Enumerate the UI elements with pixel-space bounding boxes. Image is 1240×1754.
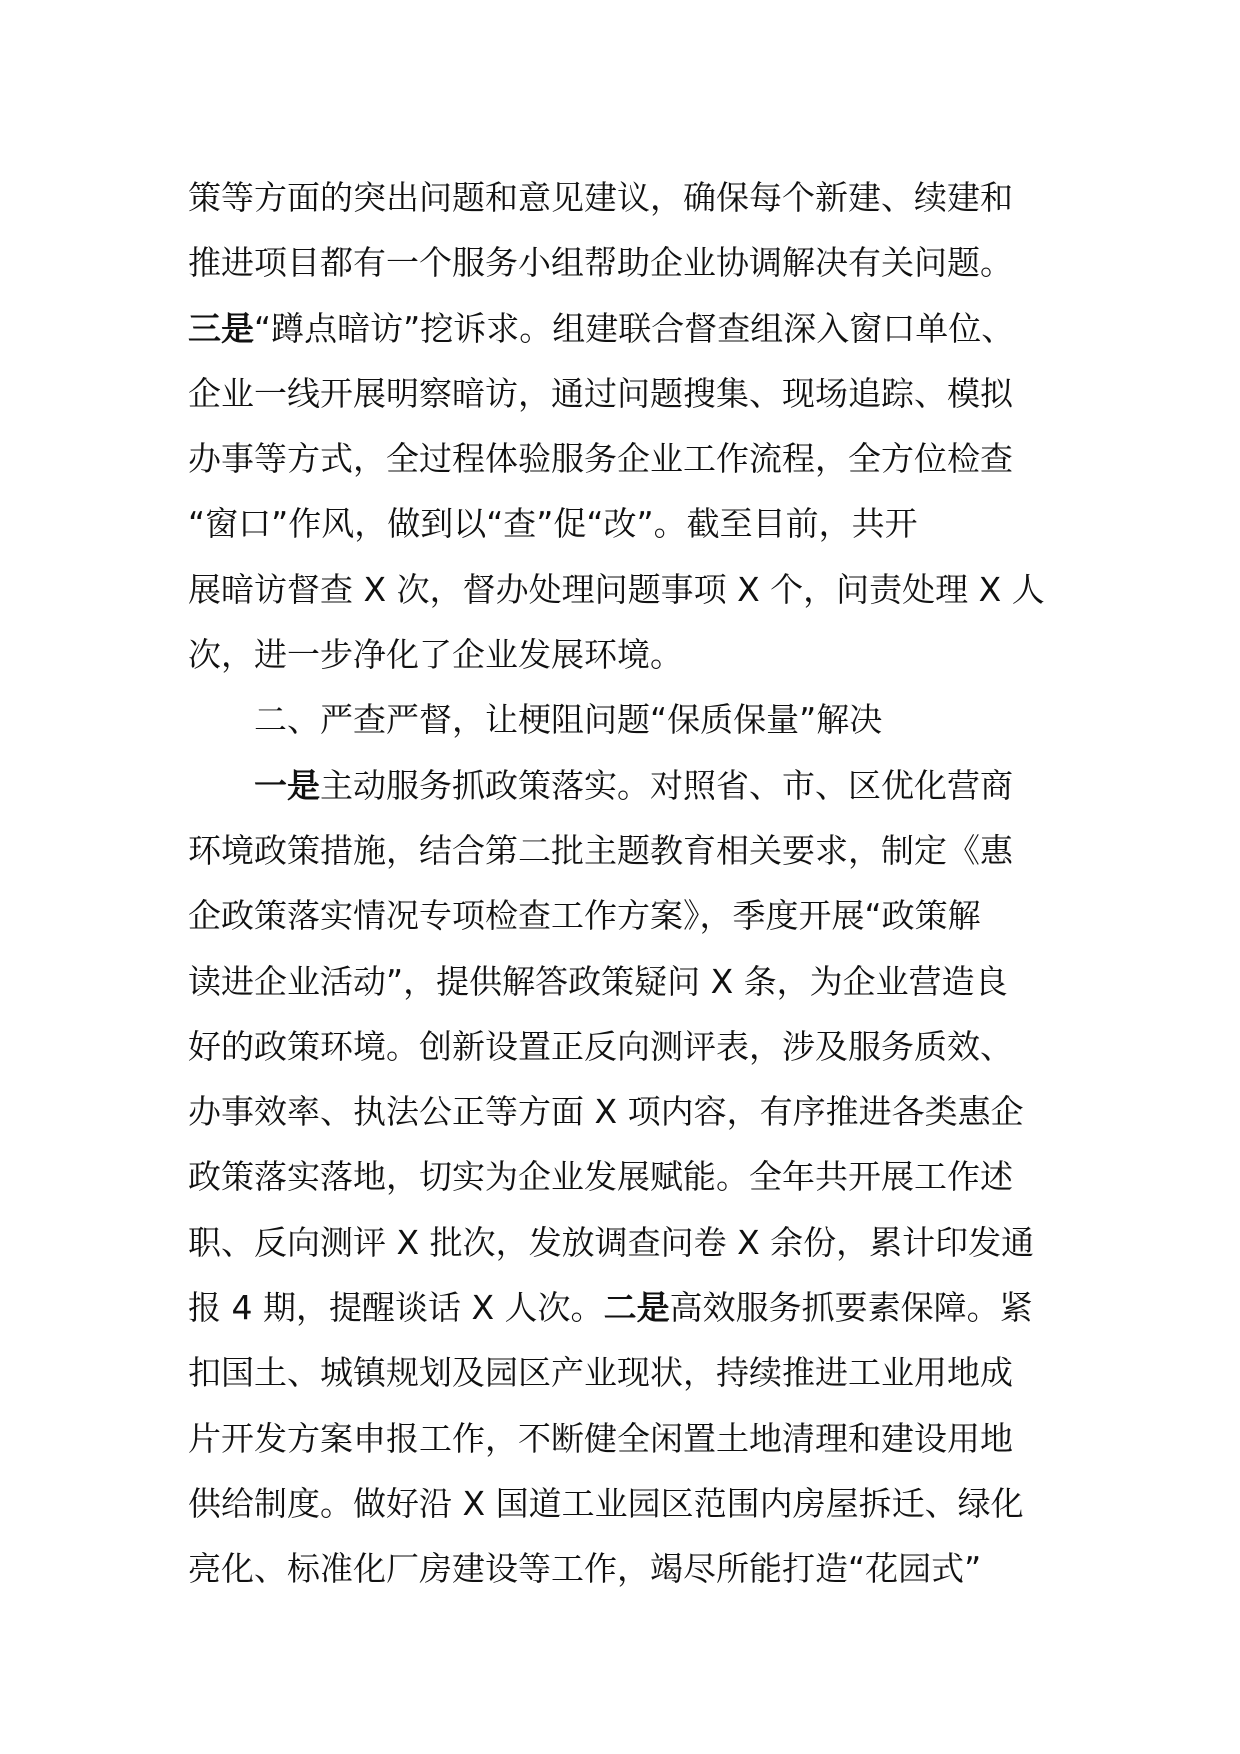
line-text: 办事效率、执法公正等方面 X 项内容，有序推进各类惠企 <box>188 1092 1024 1132</box>
paragraph-line <box>188 1210 1058 1275</box>
line-text: 主动服务抓政策落实。对照省、市、区优化营商 <box>320 765 1013 805</box>
paragraph-line <box>188 1471 1058 1536</box>
paragraph-line <box>188 296 1058 361</box>
paragraph-line <box>188 622 1058 687</box>
line-text: 读进企业活动”，提供解答政策疑问 X 条，为企业营造良 <box>188 961 1008 1001</box>
line-text: 推进项目都有一个服务小组帮助企业协调解决有关问题。 <box>188 243 1013 283</box>
line-text: 办事等方式，全过程体验服务企业工作流程，全方位检查 <box>188 439 1013 479</box>
paragraph-line <box>188 753 1058 818</box>
line-text: 政策落实落地，切实为企业发展赋能。全年共开展工作述 <box>188 1157 1013 1197</box>
section-heading <box>188 687 1058 752</box>
line-text: 次，进一步净化了企业发展环境。 <box>188 635 683 675</box>
heading-text: 二、严查严督，让梗阻问题“保质保量”解决 <box>254 700 883 740</box>
emphasis-label: 二是 <box>603 1288 670 1328</box>
paragraph-line <box>188 1340 1058 1405</box>
paragraph-line <box>188 1144 1058 1209</box>
paragraph-line <box>188 557 1058 622</box>
line-text: 好的政策环境。创新设置正反向测评表，涉及服务质效、 <box>188 1026 1013 1066</box>
paragraph-line <box>188 1275 1058 1340</box>
line-text: 企政策落实情况专项检查工作方案》，季度开展“政策解 <box>188 896 981 936</box>
emphasis-label: 三是 <box>188 308 254 348</box>
line-text: 企业一线开展明察暗访，通过问题搜集、现场追踪、模拟 <box>188 373 1013 413</box>
paragraph-line <box>188 1079 1058 1144</box>
paragraph-line <box>188 230 1058 295</box>
line-text: 策等方面的突出问题和意见建议，确保每个新建、续建和 <box>188 178 1013 217</box>
line-text: 亮化、标准化厂房建设等工作，竭尽所能打造“花园式” <box>188 1549 982 1589</box>
line-text: 供给制度。做好沿 X 国道工业园区范围内房屋拆迁、绿化 <box>188 1483 1024 1523</box>
paragraph-line <box>188 1014 1058 1079</box>
paragraph-line <box>188 165 1058 230</box>
paragraph-line <box>188 818 1058 883</box>
line-text: “窗口”作风，做到以“查”促“改”。截至目前，共开 <box>188 504 918 544</box>
line-text: 环境政策措施，结合第二批主题教育相关要求，制定《惠 <box>188 830 1013 870</box>
line-text: 扣国土、城镇规划及园区产业现状，持续推进工业用地成 <box>188 1353 1013 1393</box>
paragraph-line <box>188 949 1058 1014</box>
paragraph-line <box>188 361 1058 426</box>
line-text: 片开发方案申报工作，不断健全闲置土地清理和建设用地 <box>188 1418 1013 1458</box>
emphasis-label: 一是 <box>254 765 320 805</box>
line-text: “蹲点暗访”挖诉求。组建联合督查组深入窗口单位、 <box>254 308 1015 348</box>
body-text <box>188 165 1058 1602</box>
paragraph-line <box>188 1406 1058 1471</box>
line-text: 职、反向测评 X 批次，发放调查问卷 X 余份，累计印发通 <box>188 1222 1035 1262</box>
line-text: 报 4 期，提醒谈话 X 人次。 <box>188 1288 604 1328</box>
paragraph-line <box>188 426 1058 491</box>
paragraph-line <box>188 883 1058 948</box>
paragraph-line <box>188 1536 1058 1601</box>
line-text: 高效服务抓要素保障。紧 <box>669 1288 1033 1328</box>
line-text: 展暗访督查 X 次，督办处理问题事项 X 个，问责处理 X 人 <box>188 569 1045 609</box>
paragraph-line <box>188 491 1058 556</box>
